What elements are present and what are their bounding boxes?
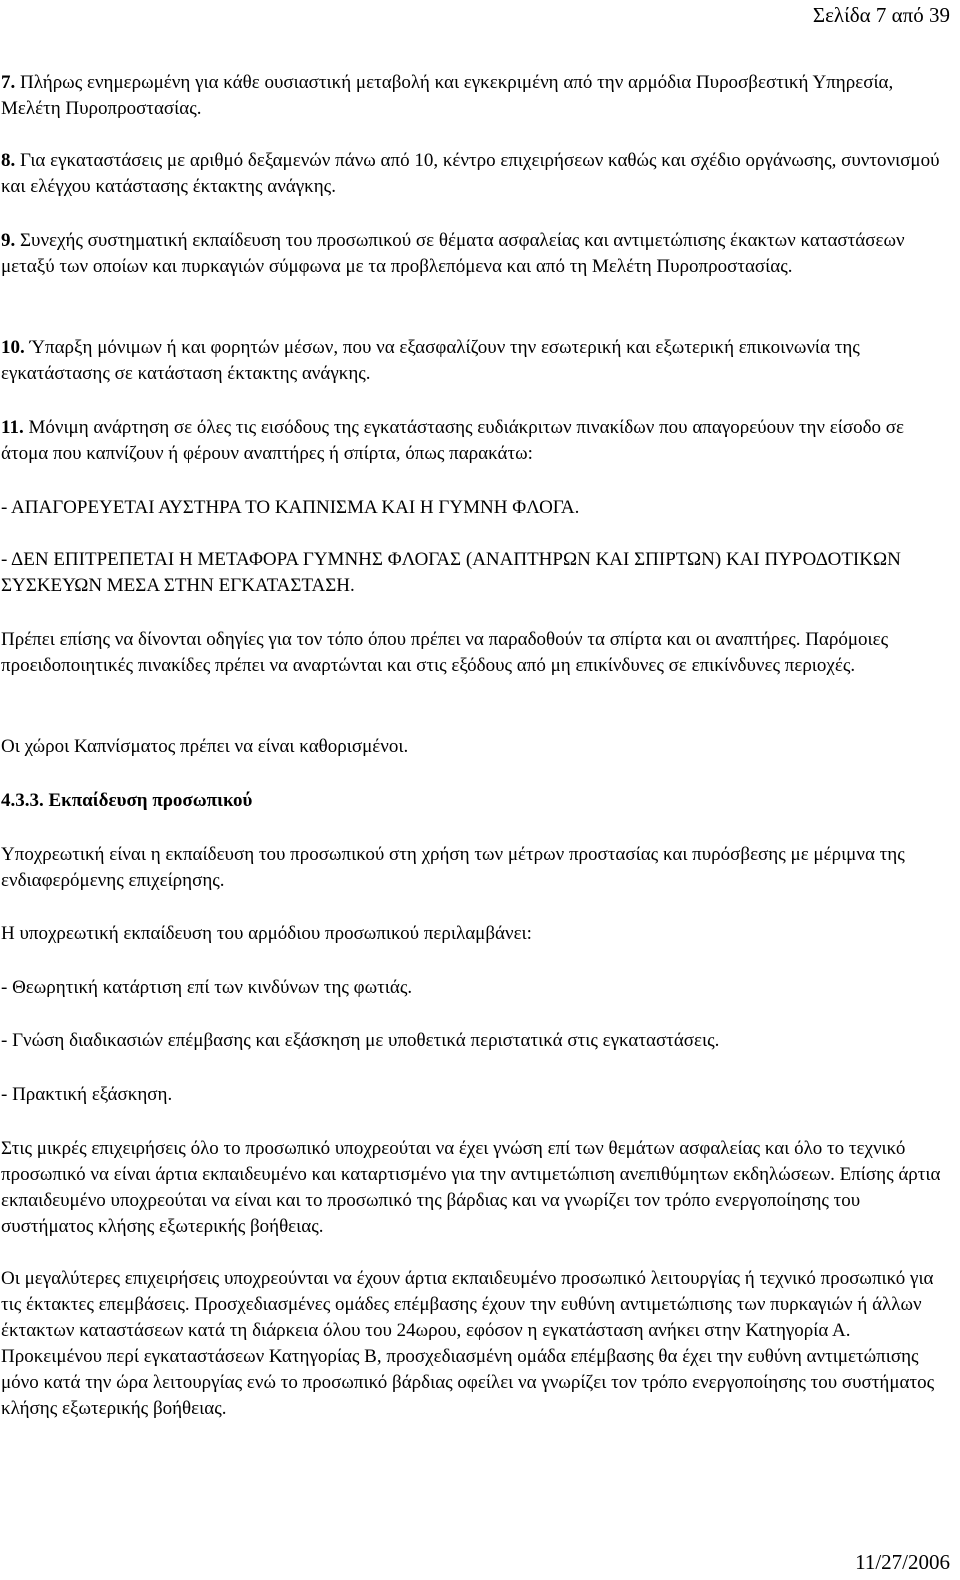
item-number: 8.: [1, 150, 16, 171]
item-number: 7.: [1, 72, 16, 93]
list-item-8: [1, 148, 951, 200]
list-item-9: [1, 228, 951, 280]
page-number: Σελίδα 7 από 39: [812, 3, 950, 27]
training-list-item: - Πρακτική εξάσκηση.: [1, 1084, 173, 1105]
item-text: Πλήρως ενημερωμένη για κάθε ουσιαστική μεταβολή και εγκεκριμένη από την αρμόδια Πυροσβεστική Υπηρεσία, Μελέτη Πυροπροστασίας.: [1, 72, 894, 119]
item-text: Συνεχής συστηματική εκπαίδευση του προσωπικού σε θέματα ασφαλείας και αντιμετώπισης έκακτων καταστάσεων μεταξύ των οποίων και πυρκαγιών σύμφωνα με τα προβλεπόμενα και από τη Μελέτη Πυροπροστασίας.: [1, 230, 905, 277]
paragraph-matches: Πρέπει επίσης να δίνονται οδηγίες για τον τόπο όπου πρέπει να παραδοθούν τα σπίρτα και οι αναπτήρες. Παρόμοιες προειδοποιητικές πινακίδες πρέπει να αναρτώνται και στις εξόδους από μη επικίνδυνες σε επικίνδυνες περιοχές.: [1, 629, 889, 676]
item-text: Ύπαρξη μόνιμων ή και φορητών μέσων, που να εξασφαλίζουν την εσωτερική και εξωτερική επικοινωνία της εγκατάστασης σε κατάσταση έκτακτης ανάγκης.: [1, 337, 860, 384]
training-list-item: - Γνώση διαδικασιών επέμβασης και εξάσκηση με υποθετικά περιστατικά στις εγκαταστάσεις.: [1, 1030, 720, 1051]
item-number: 11.: [1, 417, 24, 438]
item-text: Για εγκαταστάσεις με αριθμό δεξαμενών πάνω από 10, κέντρο επιχειρήσεων καθώς και σχέδιο οργάνωσης, συντονισμού και ελέγχου κατάστασης έκτακτης ανάγκης.: [1, 150, 940, 197]
training-list-item: - Θεωρητική κατάρτιση επί των κινδύνων της φωτιάς.: [1, 977, 413, 998]
list-item-11: [1, 415, 951, 467]
paragraph-training-includes: Η υποχρεωτική εκπαίδευση του αρμόδιου προσωπικού περιλαμβάνει:: [1, 923, 532, 944]
footer-date: 11/27/2006: [855, 1550, 950, 1574]
section-heading: 4.3.3. Εκπαίδευση προσωπικού: [1, 790, 253, 811]
paragraph-large-business: Οι μεγαλύτερες επιχειρήσεις υποχρεούνται να έχουν άρτια εκπαιδευμένο προσωπικό λειτουργίας ή τεχνικό προσωπικό για τις έκτακτες επεμβάσεις. Προσχεδιασμένες ομάδες επέμβασης έχουν την ευθύνη αντιμετώπισης των πυρκαγιών ή άλλων έκτακτων καταστάσεων κατά τη διάρκεια όλου του 24ωρου, εφόσον η εγκατάσταση ανήκει στην Κατηγορία Α. Προκειμένου περί εγκαταστάσεων Κατηγορίας Β, προσχεδιασμένη ομάδα επέμβασης θα έχει την ευθύνη αντιμετώπισης μόνο κατά την ώρα λειτουργίας ενώ το προσωπικό βάρδιας οφείλει να γνωρίζει τον τρόπο ενεργοποίησης του συστήματος κλήσης εξωτερικής βοήθειας.: [1, 1268, 935, 1419]
item-text: Μόνιμη ανάρτηση σε όλες τις εισόδους της εγκατάστασης ευδιάκριτων πινακίδων που απαγορεύουν την είσοδο σε άτομα που καπνίζουν ή φέρουν αναπτήρες ή σπίρτα, όπως παρακάτω:: [1, 417, 905, 464]
paragraph-small-business: Στις μικρές επιχειρήσεις όλο το προσωπικό υποχρεούται να έχει γνώση επί των θεμάτων ασφαλείας και όλο το τεχνικό προσωπικό να είναι άρτια εκπαιδευμένο και καταρτισμένο για την αντιμετώπιση ανεπιθύμητων εκδηλώσεων. Επίσης άρτια εκπαιδευμένο υποχρεούται να είναι και το προσωπικό της βάρδιας και να γνωρίζει τον τρόπο ενεργοποίησης του συστήματος κλήσης εξωτερικής βοήθειας.: [1, 1138, 941, 1237]
item-number: 9.: [1, 230, 16, 251]
paragraph-training-intro: Υποχρεωτική είναι η εκπαίδευση του προσωπικού στη χρήση των μέτρων προστασίας και πυρόσβεσης με μέριμνα της ενδιαφερόμενης επιχείρησης.: [1, 844, 905, 891]
list-item-10: [1, 335, 951, 387]
sign-text-flame: - ΔΕΝ ΕΠΙΤΡΕΠΕΤΑΙ Η ΜΕΤΑΦΟΡΑ ΓΥΜΝΗΣ ΦΛΟΓΑΣ (ΑΝΑΠΤΗΡΩΝ ΚΑΙ ΣΠΙΡΤΩΝ) ΚΑΙ ΠΥΡΟΔΟΤΙΚΩΝ ΣΥΣΚΕΥΩΝ ΜΕΣΑ ΣΤΗΝ ΕΓΚΑΤΑΣΤΑΣΗ.: [1, 549, 901, 596]
paragraph-smoking-areas: Οι χώροι Καπνίσματος πρέπει να είναι καθορισμένοι.: [1, 736, 409, 757]
item-number: 10.: [1, 337, 25, 358]
sign-text-smoking: - ΑΠΑΓΟΡΕΥΕΤΑΙ ΑΥΣΤΗΡΑ ΤΟ ΚΑΠΝΙΣΜΑ ΚΑΙ Η ΓΥΜΝΗ ΦΛΟΓΑ.: [1, 497, 580, 518]
list-item-7: [1, 70, 951, 122]
